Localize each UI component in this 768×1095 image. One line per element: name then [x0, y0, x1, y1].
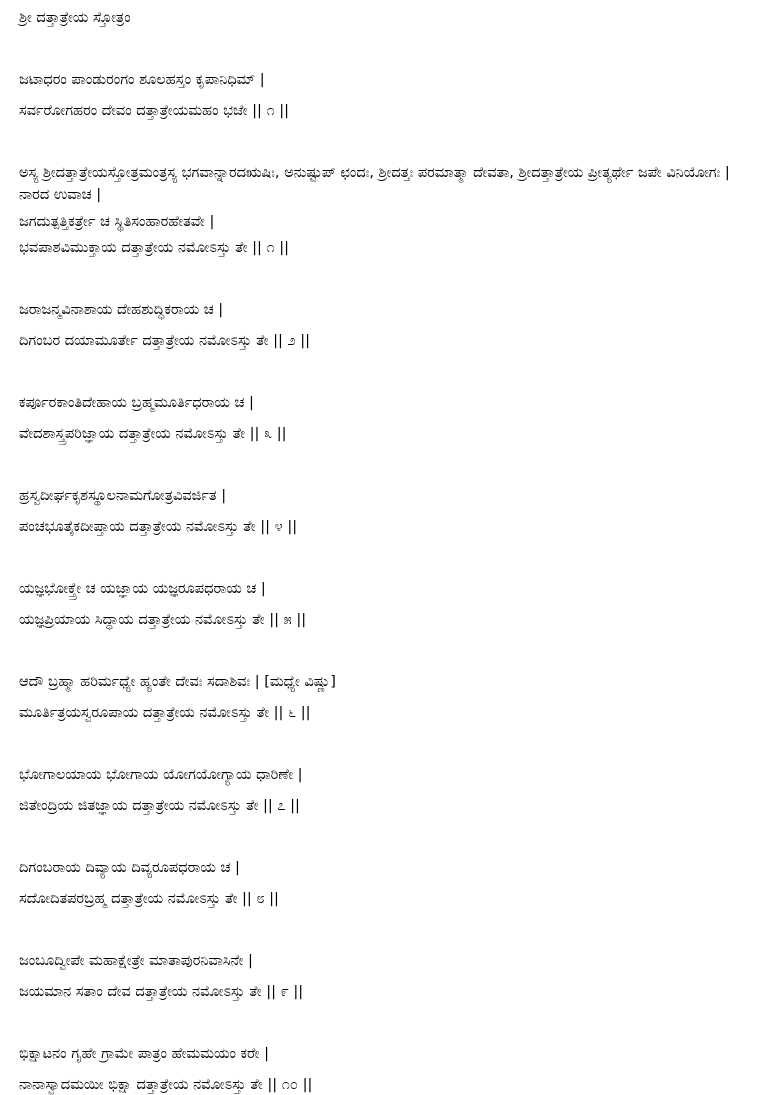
- verse-line: ಜಂಬೂದ್ವೀಪೇ ಮಹಾಕ್ಷೇತ್ರೇ ಮಾತಾಪುರನಿವಾಸಿನೇ |: [19, 953, 253, 969]
- verse-block: [19, 672, 754, 723]
- verse-line: ಸದೋದಿತಪರಬ್ರಹ್ಮ ದತ್ತಾತ್ರೇಯ ನಮೋಽಸ್ತು ತೇ || ೮ ||: [19, 891, 279, 907]
- verse-block: [19, 486, 754, 537]
- document-title: ಶ್ರೀ ದತ್ತಾತ್ರೇಯ ಸ್ತೋತ್ರಂ: [19, 10, 131, 26]
- verse-line: ದಿಗಂಬರಾಯ ದಿವ್ಯಾಯ ದಿವ್ಯರೂಪಧರಾಯ ಚ |: [19, 860, 240, 876]
- verse-line: ದಿಗಂಬರ ದಯಾಮೂರ್ತೇ ದತ್ತಾತ್ರೇಯ ನಮೋಽಸ್ತು ತೇ || ೨ ||: [19, 333, 311, 349]
- document-page: [19, 8, 754, 1095]
- verse-line: ಜಟಾಧರಂ ಪಾಂಡುರಂಗಂ ಶೂಲಹಸ್ತಂ ಕೃಪಾನಿಧಿಮ್ |: [19, 72, 265, 88]
- verse-line: ವೇದಶಾಸ್ತ್ರಪರಿಜ್ಞಾಯ ದತ್ತಾತ್ರೇಯ ನಮೋಽಸ್ತು ತೇ || ೩ ||: [19, 426, 287, 442]
- verse-block: [19, 858, 754, 909]
- verse-block: [19, 579, 754, 630]
- verse-block: [19, 765, 754, 816]
- verse-block: [19, 951, 754, 1002]
- verse-block: [19, 393, 754, 444]
- viniyoga-block: [19, 163, 754, 258]
- verse-line: ಯಜ್ಞಪ್ರಿಯಾಯ ಸಿದ್ಧಾಯ ದತ್ತಾತ್ರೇಯ ನಮೋಽಸ್ತು ತೇ || ೫ ||: [19, 612, 307, 628]
- verse-line: ಪಂಚಭೂತೈಕದೀಪ್ತಾಯ ದತ್ತಾತ್ರೇಯ ನಮೋಽಸ್ತು ತೇ || ೪ ||: [19, 519, 298, 535]
- verse-line: ಹ್ರಸ್ವದೀರ್ಘಕೃಶಸ್ಥೂಲನಾಮಗೋತ್ರವಿವರ್ಜಿತ |: [19, 488, 227, 504]
- verse-block: [19, 1044, 754, 1095]
- verse-line: ಕರ್ಪೂರಕಾಂತಿದೇಹಾಯ ಬ್ರಹ್ಮಮೂರ್ತಿಧರಾಯ ಚ |: [19, 395, 254, 411]
- verse-line: ಯಜ್ಞಭೋಕ್ತ್ರೇ ಚ ಯಜ್ಞಾಯ ಯಜ್ಞರೂಪಧರಾಯ ಚ |: [19, 581, 266, 597]
- verse-line: ಜರಾಜನ್ಮವಿನಾಶಾಯ ದೇಹಶುದ್ಧಿಕರಾಯ ಚ |: [19, 302, 224, 318]
- verse-line: ಭಿಕ್ಷಾಟನಂ ಗೃಹೇ ಗ್ರಾಮೇ ಪಾತ್ರಂ ಹೇಮಮಯಂ ಕರೇ |: [19, 1046, 269, 1062]
- verse-line: ಮೂರ್ತಿತ್ರಯಸ್ವರೂಪಾಯ ದತ್ತಾತ್ರೇಯ ನಮೋಽಸ್ತು ತೇ || ೬ ||: [19, 705, 311, 721]
- verse-line: ಭೋಗಾಲಯಾಯ ಭೋಗಾಯ ಯೋಗಯೋಗ್ಯಾಯ ಧಾರಿಣೇ |: [19, 767, 303, 783]
- verse-line: ಸರ್ವರೋಗಹರಂ ದೇವಂ ದತ್ತಾತ್ರೇಯಮಹಂ ಭಜೇ || ೧ ||: [19, 103, 290, 119]
- verse-line: ಭವಪಾಶವಿಮುಕ್ತಾಯ ದತ್ತಾತ್ರೇಯ ನಮೋಽಸ್ತು ತೇ || ೧ ||: [19, 240, 290, 256]
- verse-line: ಆದೌ ಬ್ರಹ್ಮಾ ಹರಿರ್ಮಧ್ಯೇ ಹ್ಯಂತೇ ದೇವಃ ಸದಾಶಿವಃ | [ಮಧ್ಯೇ ವಿಷ್ಣು]: [19, 674, 336, 690]
- verse-line: ಜಗದುತ್ಪತ್ತಿಕರ್ತ್ರೇ ಚ ಸ್ಥಿತಿಸಂಹಾರಹೇತವೇ |: [19, 214, 215, 230]
- verse-line: ಜಯಮಾನ ಸತಾಂ ದೇವ ದತ್ತಾತ್ರೇಯ ನಮೋಽಸ್ತು ತೇ || ೯ ||: [19, 984, 304, 1000]
- viniyoga-text: ಅಸ್ಯ ಶ್ರೀದತ್ತಾತ್ರೇಯಸ್ತೋತ್ರಮಂತ್ರಸ್ಯ ಭಗವಾನ್ನಾರದಋಷಿಃ, ಅನುಷ್ಟುಪ್ ಛಂದಃ, ಶ್ರೀದತ್ತಃ ಪರಮಾತ್ಮಾ ದೇವತಾ, ಶ್ರೀದತ್ತಾತ್ರೇಯ ಪ್ರೀತ್ಯರ್ಥೇ ಜಪೇ ವಿನಿಯೋಗಃ |: [19, 165, 730, 181]
- verse-block: [19, 300, 754, 351]
- verse-line: ನಾನಾಸ್ವಾದಮಯೀ ಭಿಕ್ಷಾ ದತ್ತಾತ್ರೇಯ ನಮೋಽಸ್ತು ತೇ || ೧೦ ||: [19, 1077, 313, 1093]
- narada-uvacha: ನಾರದ ಉವಾಚ |: [19, 187, 102, 203]
- dhyana-verse: [19, 70, 754, 121]
- verse-line: ಜಿತೇಂದ್ರಿಯ ಜಿತಜ್ಞಾಯ ದತ್ತಾತ್ರೇಯ ನಮೋಽಸ್ತು ತೇ || ೭ ||: [19, 798, 300, 814]
